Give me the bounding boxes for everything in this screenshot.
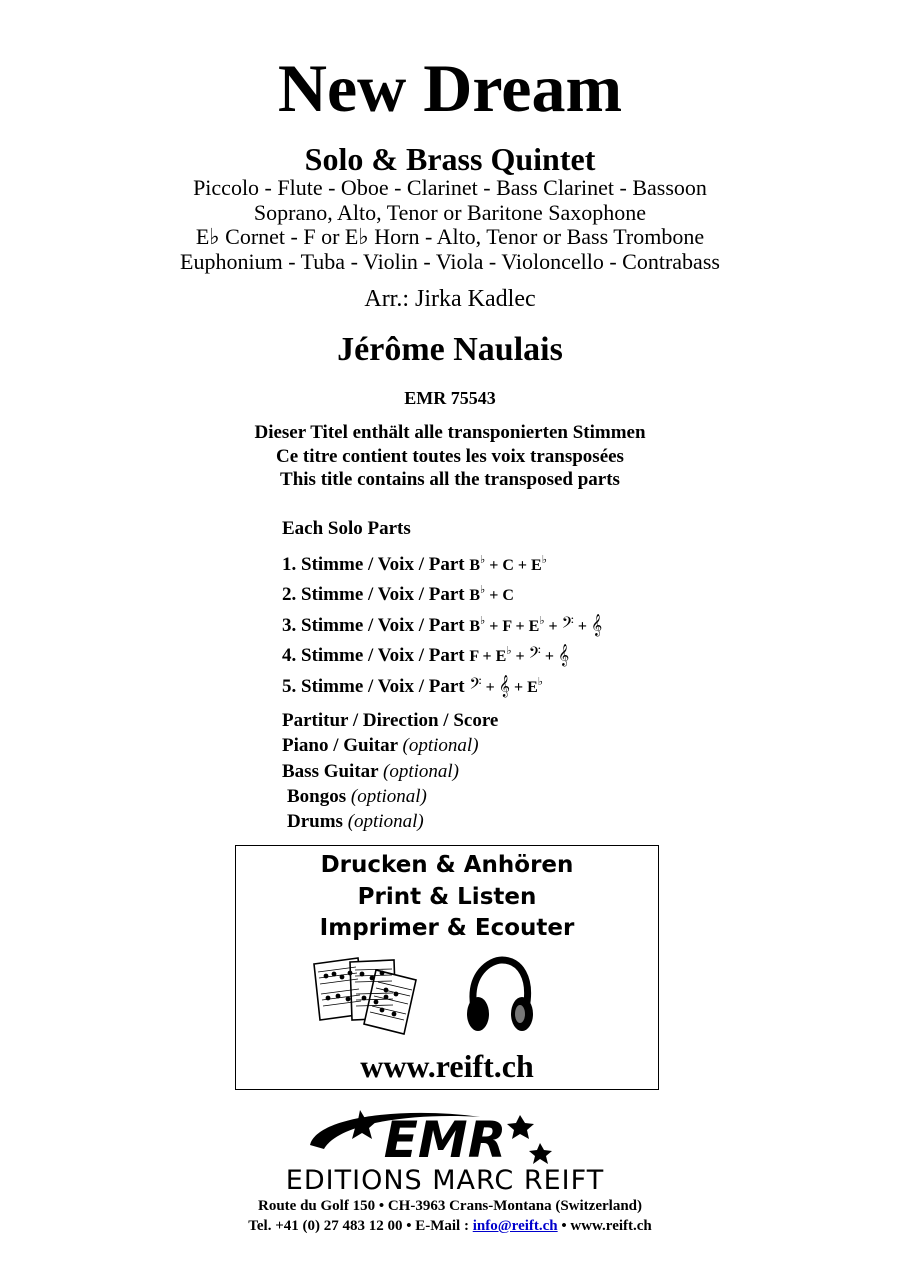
extra-label: Drums xyxy=(287,811,343,833)
part-number: 3. xyxy=(282,614,297,636)
extra-drums xyxy=(282,809,498,834)
part-label: Stimme / Voix / Part xyxy=(301,584,465,605)
parts-heading: Each Solo Parts xyxy=(282,518,411,539)
extra-label: Bass Guitar xyxy=(282,760,379,782)
optional-note: (optional) xyxy=(383,760,460,782)
contact-line xyxy=(0,1216,900,1236)
title: New Dream xyxy=(277,50,623,126)
optional-note: (optional) xyxy=(402,735,479,757)
emr-logo xyxy=(240,1105,670,1195)
part-number: 1. xyxy=(282,553,297,575)
transposition-note xyxy=(0,421,900,492)
part-keys: 𝄢 + 𝄞 + E♭ xyxy=(469,674,543,697)
print-listen-text xyxy=(236,850,658,945)
extra-piano xyxy=(282,733,498,758)
instrument-list xyxy=(0,176,900,274)
logo-mark: EMR xyxy=(383,1111,507,1169)
extra-bass-guitar xyxy=(282,759,498,784)
part-label: Stimme / Voix / Part xyxy=(301,675,465,697)
website-url[interactable]: www.reift.ch xyxy=(360,1048,534,1084)
extra-label: Piano / Guitar xyxy=(282,735,398,757)
part-label: Stimme / Voix / Part xyxy=(301,614,465,636)
part-keys: B♭ + F + E♭ + 𝄢 + 𝄞 xyxy=(469,613,603,636)
extra-bongos xyxy=(282,784,498,809)
instrument-line: Soprano, Alto, Tenor or Baritone Saxophone xyxy=(253,199,647,225)
note-line-de: Dieser Titel enthält alle transponierten Stimmen xyxy=(254,422,646,443)
extra-parts xyxy=(282,708,498,834)
arranger: Arr.: Jirka Kadlec xyxy=(364,286,536,312)
part-label: Stimme / Voix / Part xyxy=(301,553,465,575)
part-keys: B♭ + C + E♭ xyxy=(469,553,547,574)
part-row xyxy=(282,667,602,698)
extra-label: Bongos xyxy=(287,785,347,807)
optional-note: (optional) xyxy=(347,811,424,833)
subtitle: Solo & Brass Quintet xyxy=(304,141,596,177)
publisher-address xyxy=(0,1196,900,1236)
headphones-icon xyxy=(464,956,534,1036)
logo-name: EDITIONS MARC REIFT xyxy=(285,1165,605,1195)
note-line-fr: Ce titre contient toutes les voix transposées xyxy=(276,445,624,467)
part-row xyxy=(282,575,602,606)
instrument-line: E♭ Cornet - F or E♭ Horn - Alto, Tenor or Bass Trombone xyxy=(195,224,705,249)
part-row xyxy=(282,545,602,576)
promo-line-en: Print & Listen xyxy=(357,883,537,910)
address-line: Route du Golf 150 • CH-3963 Crans-Montana (Switzerland) xyxy=(258,1198,642,1214)
composer: Jérôme Naulais xyxy=(337,331,563,368)
extra-score xyxy=(282,708,498,733)
part-number: 5. xyxy=(282,675,297,697)
part-keys: F + E♭ + 𝄢 + 𝄞 xyxy=(469,644,570,666)
sheet-music-icon xyxy=(310,956,420,1036)
promo-line-de: Drucken & Anhören xyxy=(320,852,574,878)
catalog-number: EMR 75543 xyxy=(404,388,496,408)
telephone: Tel. +41 (0) 27 483 12 00 • E-Mail : xyxy=(248,1218,473,1234)
promo-line-fr: Imprimer & Ecouter xyxy=(319,915,575,941)
print-listen-box xyxy=(235,845,659,1090)
part-number: 4. xyxy=(282,645,297,666)
part-row xyxy=(282,636,602,667)
instrument-line: Euphonium - Tuba - Violin - Viola - Violoncello - Contrabass xyxy=(180,248,720,274)
parts-list xyxy=(282,514,602,697)
part-keys: B♭ + C xyxy=(469,584,514,604)
note-line-en: This title contains all the transposed parts xyxy=(280,469,620,490)
part-label: Stimme / Voix / Part xyxy=(301,645,465,666)
part-number: 2. xyxy=(282,584,297,605)
website-link[interactable]: • www.reift.ch xyxy=(557,1218,652,1234)
instrument-line: Piccolo - Flute - Oboe - Clarinet - Bass Clarinet - Bassoon xyxy=(193,175,707,200)
extra-label: Partitur / Direction / Score xyxy=(282,710,499,731)
email-link[interactable]: info@reift.ch xyxy=(472,1218,558,1234)
optional-note: (optional) xyxy=(350,785,427,807)
part-row xyxy=(282,606,602,637)
